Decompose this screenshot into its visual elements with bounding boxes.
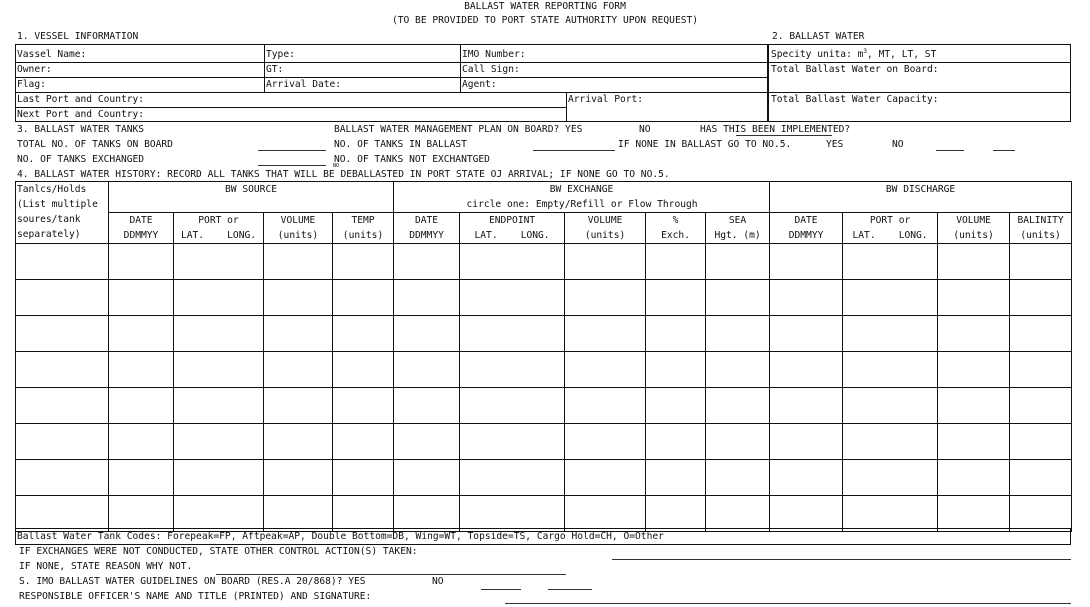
tank-codes-legend: Ballast Water Tank Codes: Forepeak=FP, Aftpeak=AP, Double Bottom=DB, Wing=WT, Topside=TS, Cargo Hold=CH, O=Other <box>17 531 664 542</box>
table-cell[interactable] <box>843 280 938 316</box>
gt-label: GT: <box>266 64 284 75</box>
table-cell[interactable] <box>16 280 109 316</box>
table-cell[interactable] <box>264 352 333 388</box>
table-cell[interactable] <box>109 280 174 316</box>
underline <box>736 135 832 136</box>
table-cell[interactable] <box>1010 352 1072 388</box>
table-cell[interactable] <box>394 352 460 388</box>
table-cell[interactable] <box>770 388 843 424</box>
table-cell[interactable] <box>1010 460 1072 496</box>
mgmt-plan-no: NO <box>639 124 651 135</box>
call-sign-label: Call Sign: <box>462 64 520 75</box>
table-cell[interactable] <box>174 316 264 352</box>
table-cell[interactable] <box>333 352 394 388</box>
col-exchange-endpoint: ENDPOINT LAT. LONG. <box>460 213 565 244</box>
divider <box>264 44 265 92</box>
total-tanks-label: TOTAL NO. OF TANKS ON BOARD <box>17 139 173 150</box>
table-cell[interactable] <box>1010 424 1072 460</box>
table-cell[interactable] <box>264 388 333 424</box>
form-title: BALLAST WATER REPORTING FORM <box>464 1 626 12</box>
table-cell[interactable] <box>174 244 264 280</box>
type-label: Type: <box>266 49 295 60</box>
table-cell[interactable] <box>770 496 843 532</box>
tanks-not-exchanged-label: NO. OF TANKS NOT EXCHANTGED <box>334 154 490 165</box>
table-row <box>16 424 1072 460</box>
table-cell[interactable] <box>16 460 109 496</box>
table-cell[interactable] <box>460 280 565 316</box>
col-discharge-port: PORT or LAT. LONG. <box>843 213 938 244</box>
table-cell[interactable] <box>174 388 264 424</box>
table-cell[interactable] <box>264 316 333 352</box>
table-cell[interactable] <box>174 496 264 532</box>
agent-label: Agent: <box>462 79 497 90</box>
table-cell[interactable] <box>109 352 174 388</box>
table-cell[interactable] <box>646 496 706 532</box>
table-cell[interactable] <box>646 244 706 280</box>
table-cell[interactable] <box>174 352 264 388</box>
table-cell[interactable] <box>770 352 843 388</box>
table-cell[interactable] <box>394 496 460 532</box>
table-cell[interactable] <box>109 424 174 460</box>
table-cell[interactable] <box>394 280 460 316</box>
tanks-exchanged-label: NO. OF TANKS EXCHANGED <box>17 154 145 165</box>
table-cell[interactable] <box>460 460 565 496</box>
form-subtitle: (TO BE PROVIDED TO PORT STATE AUTHORITY UPON REQUEST) <box>391 15 699 26</box>
table-cell[interactable] <box>706 280 770 316</box>
table-cell[interactable] <box>646 352 706 388</box>
table-cell[interactable] <box>565 424 646 460</box>
table-cell[interactable] <box>174 460 264 496</box>
table-cell[interactable] <box>16 352 109 388</box>
ballast-history-table <box>15 181 1072 532</box>
table-cell[interactable] <box>770 460 843 496</box>
table-cell[interactable] <box>770 244 843 280</box>
table-cell[interactable] <box>16 316 109 352</box>
table-row <box>16 316 1072 352</box>
table-cell[interactable] <box>646 388 706 424</box>
table-cell[interactable] <box>646 460 706 496</box>
section2-heading: 2. BALLAST WATER <box>772 31 865 42</box>
imo-yes-field[interactable] <box>481 589 521 590</box>
table-cell[interactable] <box>394 244 460 280</box>
total-capacity-label: Total Ballast Water Capacity: <box>771 94 939 105</box>
table-cell[interactable] <box>565 316 646 352</box>
table-row <box>16 352 1072 388</box>
table-cell[interactable] <box>394 424 460 460</box>
col-source-date: DATE DDMMYY <box>109 213 174 244</box>
officer-signature-label: RESPONSIBLE OFFICER'S NAME AND TITLE (PRINTED) AND SIGNATURE: <box>19 591 372 602</box>
table-cell[interactable] <box>109 388 174 424</box>
small-mark: NO <box>333 163 340 169</box>
table-cell[interactable] <box>16 388 109 424</box>
table-cell[interactable] <box>646 280 706 316</box>
table-row <box>16 280 1072 316</box>
table-cell[interactable] <box>843 316 938 352</box>
arrival-port-label: Arrival Port: <box>568 94 644 105</box>
table-cell[interactable] <box>565 460 646 496</box>
table-cell[interactable] <box>174 424 264 460</box>
table-cell[interactable] <box>109 496 174 532</box>
table-cell[interactable] <box>938 244 1010 280</box>
table-cell[interactable] <box>174 280 264 316</box>
divider <box>768 92 1071 93</box>
yes-no-field[interactable] <box>936 150 964 151</box>
table-cell[interactable] <box>706 496 770 532</box>
divider <box>460 44 461 92</box>
table-cell[interactable] <box>264 280 333 316</box>
table-cell[interactable] <box>394 388 460 424</box>
units-label: Specity unita: $m^3$, MT, LT, ST <box>771 47 937 60</box>
table-cell[interactable] <box>646 316 706 352</box>
table-cell[interactable] <box>333 424 394 460</box>
yes-no-field[interactable] <box>993 150 1015 151</box>
table-cell[interactable] <box>565 280 646 316</box>
table-cell[interactable] <box>1010 388 1072 424</box>
table-cell[interactable] <box>938 424 1010 460</box>
table-cell[interactable] <box>938 388 1010 424</box>
divider <box>15 92 768 93</box>
col-source-temp: TEMP (units) <box>333 213 394 244</box>
table-cell[interactable] <box>264 460 333 496</box>
divider <box>15 62 768 63</box>
table-cell[interactable] <box>843 352 938 388</box>
table-cell[interactable] <box>333 460 394 496</box>
table-cell[interactable] <box>565 496 646 532</box>
flag-label: Flag: <box>17 79 46 90</box>
imo-guidelines-no: NO <box>432 576 444 587</box>
table-cell[interactable] <box>109 316 174 352</box>
table-cell[interactable] <box>109 244 174 280</box>
table-cell[interactable] <box>646 424 706 460</box>
circle-one-note: circle one: Empty/Refill or Flow Through <box>466 199 698 210</box>
no-option[interactable]: NO <box>892 139 904 150</box>
next-port-label: Next Port and Country: <box>17 109 145 120</box>
imo-number-label: IMO Number: <box>462 49 526 60</box>
tanks-holds-header: Tanlcs/Holds (List multiple soures/tank separately) <box>16 182 109 244</box>
table-cell[interactable] <box>706 244 770 280</box>
imo-guidelines-question: S. IMO BALLAST WATER GUIDELINES ON BOARD (RES.A 20/868)? YES <box>19 576 366 587</box>
table-cell[interactable] <box>460 388 565 424</box>
imo-no-field[interactable] <box>548 589 592 590</box>
mgmt-plan-question: BALLAST WATER MANAGEMENT PLAN ON BOARD? YES <box>334 124 583 135</box>
table-cell[interactable] <box>264 424 333 460</box>
table-cell[interactable] <box>565 388 646 424</box>
col-exchange-volume: VOLUME (units) <box>565 213 646 244</box>
divider <box>566 92 567 122</box>
no-exchange-label: IF EXCHANGES WERE NOT CONDUCTED, STATE OTHER CONTROL ACTION(S) TAKEN: <box>19 546 418 557</box>
table-cell[interactable] <box>333 280 394 316</box>
last-port-label: Last Port and Country: <box>17 94 145 105</box>
table-cell[interactable] <box>706 316 770 352</box>
table-cell[interactable] <box>16 496 109 532</box>
yes-option[interactable]: YES <box>826 139 844 150</box>
table-cell[interactable] <box>938 280 1010 316</box>
arrival-date-label: Arrival Date: <box>266 79 342 90</box>
table-cell[interactable] <box>460 352 565 388</box>
table-cell[interactable] <box>264 244 333 280</box>
table-cell[interactable] <box>938 460 1010 496</box>
table-cell[interactable] <box>770 280 843 316</box>
table-cell[interactable] <box>770 316 843 352</box>
table-cell[interactable] <box>394 460 460 496</box>
table-cell[interactable] <box>843 424 938 460</box>
section1-heading: 1. VESSEL INFORMATION <box>17 31 139 42</box>
vessel-name-label: Vassel Name: <box>17 49 87 60</box>
table-cell[interactable] <box>333 496 394 532</box>
table-cell[interactable] <box>938 496 1010 532</box>
col-source-volume: VOLUME (units) <box>264 213 333 244</box>
table-cell[interactable] <box>1010 496 1072 532</box>
col-exchange-sea-height: SEA Hgt. (m) <box>706 213 770 244</box>
table-cell[interactable] <box>706 424 770 460</box>
table-cell[interactable] <box>706 460 770 496</box>
table-cell[interactable] <box>333 244 394 280</box>
table-row <box>16 388 1072 424</box>
if-none-ballast-note: IF NONE IN BALLAST GO TO NO.5. <box>618 139 792 150</box>
table-cell[interactable] <box>16 424 109 460</box>
table-cell[interactable] <box>264 496 333 532</box>
table-cell[interactable] <box>706 388 770 424</box>
divider <box>15 107 566 108</box>
col-discharge-volume: VOLUME (units) <box>938 213 1010 244</box>
table-cell[interactable] <box>770 424 843 460</box>
divider <box>768 62 1071 63</box>
table-cell[interactable] <box>565 352 646 388</box>
table-cell[interactable] <box>1010 244 1072 280</box>
section3-heading: 3. BALLAST WATER TANKS <box>17 124 145 135</box>
table-cell[interactable] <box>460 424 565 460</box>
table-row <box>16 460 1072 496</box>
table-cell[interactable] <box>333 388 394 424</box>
col-exchange-percent: % Exch. <box>646 213 706 244</box>
table-cell[interactable] <box>394 316 460 352</box>
table-row <box>16 244 1072 280</box>
tanks-exchanged-field[interactable] <box>258 165 326 166</box>
col-source-port: PORT or LAT. LONG. <box>174 213 264 244</box>
bw-discharge-header: BW DISCHARGE <box>770 182 1072 213</box>
table-cell[interactable] <box>938 316 1010 352</box>
table-cell[interactable] <box>16 244 109 280</box>
table-cell[interactable] <box>1010 280 1072 316</box>
table-row <box>16 496 1072 532</box>
total-on-board-label: Total Ballast Water on Board: <box>771 64 939 75</box>
table-cell[interactable] <box>460 496 565 532</box>
tanks-in-ballast-label: NO. OF TANKS IN BALLAST <box>334 139 467 150</box>
control-action-field[interactable] <box>612 559 1071 560</box>
table-cell[interactable] <box>460 316 565 352</box>
table-cell[interactable] <box>938 352 1010 388</box>
table-cell[interactable] <box>109 460 174 496</box>
table-cell[interactable] <box>706 352 770 388</box>
col-discharge-date: DATE DDMMYY <box>770 213 843 244</box>
divider <box>15 77 768 78</box>
col-discharge-salinity: BALINITY (units) <box>1010 213 1072 244</box>
table-cell[interactable] <box>843 244 938 280</box>
reason-field[interactable] <box>216 574 566 575</box>
table-cell[interactable] <box>843 388 938 424</box>
table-cell[interactable] <box>1010 316 1072 352</box>
table-cell[interactable] <box>565 244 646 280</box>
implemented-question: HAS THIS BEEN IMPLEMENTED? <box>700 124 851 135</box>
table-cell[interactable] <box>460 244 565 280</box>
tanks-in-ballast-field[interactable] <box>533 150 615 151</box>
signature-field[interactable] <box>505 603 1071 604</box>
section4-heading: 4. BALLAST WATER HISTORY: RECORD ALL TANKS THAT WILL BE DEBALLASTED IN PORT STATE OJ ARRIVAL; IF NONE GO TO NO.5. <box>17 169 670 180</box>
if-none-reason-label: IF NONE, STATE REASON WHY NOT. <box>19 561 193 572</box>
table-cell[interactable] <box>333 316 394 352</box>
table-cell[interactable] <box>843 460 938 496</box>
col-exchange-date: DATE DDMMYY <box>394 213 460 244</box>
owner-label: Owner: <box>17 64 52 75</box>
total-tanks-field[interactable] <box>258 150 326 151</box>
table-cell[interactable] <box>843 496 938 532</box>
bw-exchange-header: BW EXCHANGE circle one: Empty/Refill or Flow Through <box>394 182 770 213</box>
bw-source-header: BW SOURCE <box>109 182 394 213</box>
